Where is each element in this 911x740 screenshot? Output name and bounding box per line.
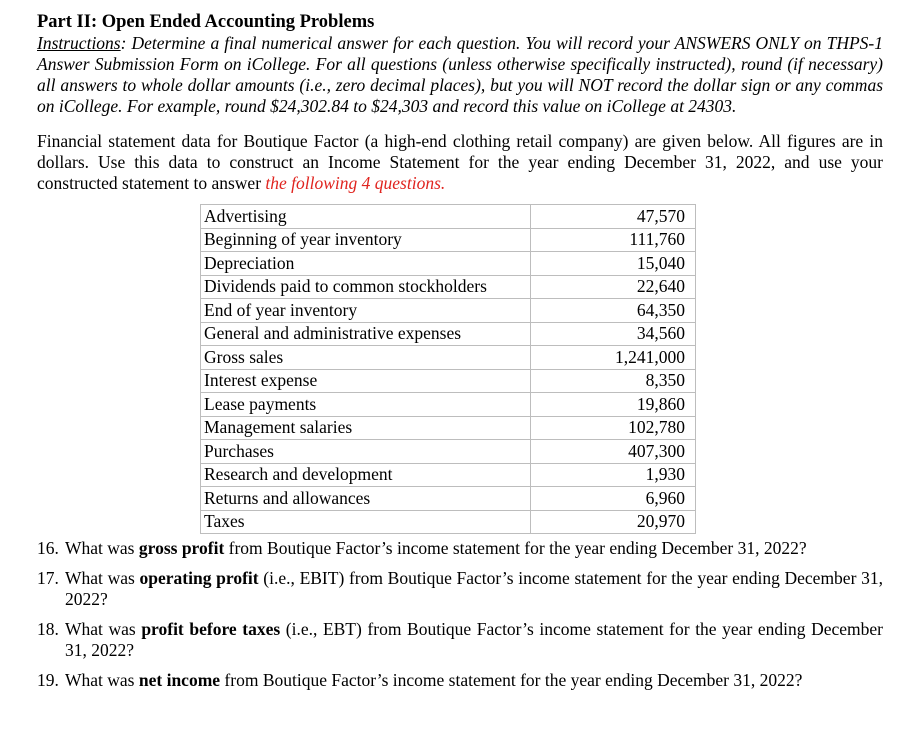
row-label: Purchases bbox=[201, 440, 531, 464]
table-row bbox=[201, 275, 696, 299]
intro-highlight: the following 4 questions. bbox=[265, 173, 446, 193]
question-number: 17. bbox=[37, 568, 59, 588]
row-value: 111,760 bbox=[531, 228, 696, 252]
row-value: 407,300 bbox=[531, 440, 696, 464]
row-value: 8,350 bbox=[531, 369, 696, 393]
table-row bbox=[201, 252, 696, 276]
row-label: End of year inventory bbox=[201, 299, 531, 323]
table-row bbox=[201, 510, 696, 534]
table-row bbox=[201, 205, 696, 229]
question-keyword: net income bbox=[138, 670, 221, 690]
row-label: Research and development bbox=[201, 463, 531, 487]
row-value: 19,860 bbox=[531, 393, 696, 417]
question-pre: What was bbox=[65, 670, 139, 690]
row-label: Depreciation bbox=[201, 252, 531, 276]
row-value: 6,960 bbox=[531, 487, 696, 511]
question-post: from Boutique Factor’s income statement for the year ending December 31, 2022? bbox=[220, 670, 803, 690]
question-number: 16. bbox=[37, 538, 59, 558]
instructions-body: Determine a final numerical answer for each question. You will record your ANSWERS ONLY on THPS-1 Answer Submission Form on iCollege. For all questions (unless otherwise specifically instructed), round (if necessary) all answers to whole dollar amounts (i.e., zero decimal places), but you will NOT record the dollar sign or any commas on iCollege. For example, round $24,302.84 to $24,303 and record this value on iCollege at 24303. bbox=[37, 33, 883, 116]
intro-paragraph bbox=[37, 131, 883, 194]
question-post: (i.e., EBT) from Boutique Factor’s income statement for the year ending December 31, 2022? bbox=[65, 619, 883, 660]
question-item bbox=[37, 670, 883, 691]
row-value: 15,040 bbox=[531, 252, 696, 276]
table-row bbox=[201, 393, 696, 417]
table-row bbox=[201, 299, 696, 323]
row-label: Management salaries bbox=[201, 416, 531, 440]
table-row bbox=[201, 369, 696, 393]
row-value: 64,350 bbox=[531, 299, 696, 323]
row-value: 1,930 bbox=[531, 463, 696, 487]
question-number: 19. bbox=[37, 670, 59, 690]
table-row bbox=[201, 463, 696, 487]
question-item bbox=[37, 538, 883, 559]
row-label: Gross sales bbox=[201, 346, 531, 370]
row-label: Taxes bbox=[201, 510, 531, 534]
question-post: (i.e., EBIT) from Boutique Factor’s income statement for the year ending December 31, 2022? bbox=[65, 568, 883, 609]
question-pre: What was bbox=[65, 538, 139, 558]
financial-data-table bbox=[200, 204, 696, 534]
question-list bbox=[37, 538, 883, 691]
instructions bbox=[37, 33, 883, 117]
table-row bbox=[201, 322, 696, 346]
table-row bbox=[201, 346, 696, 370]
question-keyword: operating profit bbox=[139, 568, 259, 588]
question-keyword: gross profit bbox=[138, 538, 225, 558]
row-value: 22,640 bbox=[531, 275, 696, 299]
question-keyword: profit before taxes bbox=[141, 619, 281, 639]
row-value: 47,570 bbox=[531, 205, 696, 229]
row-label: Dividends paid to common stockholders bbox=[201, 275, 531, 299]
row-label: Beginning of year inventory bbox=[201, 228, 531, 252]
question-item bbox=[37, 568, 883, 610]
row-value: 20,970 bbox=[531, 510, 696, 534]
question-post: from Boutique Factor’s income statement for the year ending December 31, 2022? bbox=[224, 538, 807, 558]
table-row bbox=[201, 416, 696, 440]
instructions-colon: : bbox=[120, 33, 127, 53]
row-label: Interest expense bbox=[201, 369, 531, 393]
row-label: Lease payments bbox=[201, 393, 531, 417]
table-row bbox=[201, 228, 696, 252]
row-label: Advertising bbox=[201, 205, 531, 229]
intro-text: Financial statement data for Boutique Factor (a high-end clothing retail company) are given below. All figures are in dollars. Use this data to construct an Income Statement for the year ending December 31, 2022, and use your constructed statement to answer bbox=[37, 131, 883, 193]
table-row bbox=[201, 487, 696, 511]
instructions-lead: Instructions bbox=[37, 33, 121, 53]
question-number: 18. bbox=[37, 619, 59, 639]
row-label: Returns and allowances bbox=[201, 487, 531, 511]
row-label: General and administrative expenses bbox=[201, 322, 531, 346]
question-pre: What was bbox=[65, 619, 142, 639]
row-value: 34,560 bbox=[531, 322, 696, 346]
row-value: 102,780 bbox=[531, 416, 696, 440]
question-pre: What was bbox=[65, 568, 140, 588]
row-value: 1,241,000 bbox=[531, 346, 696, 370]
table-row bbox=[201, 440, 696, 464]
part-title: Part II: Open Ended Accounting Problems bbox=[37, 12, 375, 32]
question-item bbox=[37, 619, 883, 661]
